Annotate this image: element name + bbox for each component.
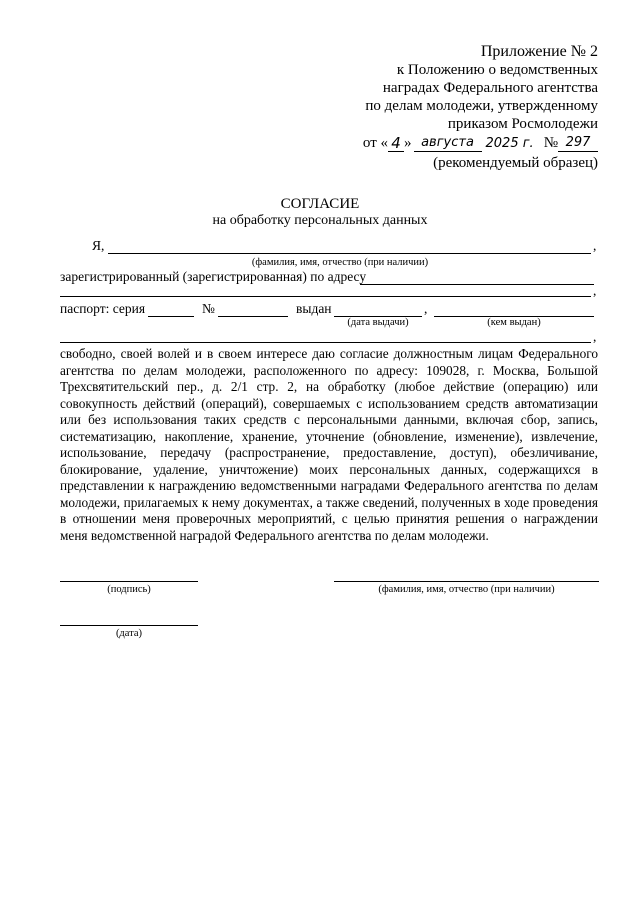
fio-caption: (фамилия, имя, отчество (при наличии) (251, 257, 429, 268)
i-label: Я, (92, 238, 105, 253)
number-prefix: № (543, 135, 558, 151)
address-comma: , (593, 283, 597, 298)
order-month: августа (414, 135, 482, 152)
issued-by-caption: (кем выдан) (487, 317, 541, 328)
header-line-2: наградах Федерального агентства (382, 80, 598, 96)
address-field-2[interactable] (60, 296, 591, 297)
appendix-header (298, 43, 598, 172)
passport-series-field[interactable] (148, 316, 194, 317)
header-line-4: приказом Росмолодежи (447, 116, 598, 132)
address-field-1[interactable] (360, 284, 594, 285)
passport-number-label: № (202, 301, 215, 316)
date-field[interactable] (60, 625, 198, 626)
order-date-line (298, 134, 598, 152)
passport-series-label: паспорт: серия (60, 301, 146, 316)
recommended-sample-note: (рекомендуемый образец) (433, 155, 598, 171)
order-day: 4 (388, 135, 404, 152)
signature-caption: (подпись) (107, 584, 151, 595)
date-caption: (дата) (115, 628, 143, 639)
fio-field[interactable] (108, 253, 591, 254)
document-title: СОГЛАСИЕ (280, 196, 360, 212)
appendix-number: Приложение № 2 (480, 43, 598, 60)
issued-by-comma: , (593, 329, 597, 344)
quote-close: » (404, 135, 412, 151)
order-number: 297 (558, 135, 598, 152)
signer-fio-caption: (фамилия, имя, отчество (при наличии) (378, 584, 555, 595)
order-year: 2025 г. (485, 136, 534, 151)
signer-fio-field[interactable] (334, 581, 599, 582)
issue-date-caption: (дата выдачи) (347, 317, 409, 328)
fio-comma: , (593, 238, 597, 253)
header-line-1: к Положению о ведомственных (396, 62, 598, 78)
issue-date-comma: , (424, 301, 428, 316)
passport-number-field[interactable] (218, 316, 288, 317)
from-prefix: от « (362, 135, 388, 151)
header-line-3: по делам молодежи, утвержденному (365, 98, 598, 114)
issued-by-field-2[interactable] (60, 342, 591, 343)
registered-label: зарегистрированный (зарегистрированная) по адресу (60, 269, 367, 284)
document-subtitle: на обработку персональных данных (212, 213, 428, 228)
issued-label: выдан (296, 301, 332, 316)
consent-text: свободно, своей волей и в своем интересе даю согласие должностным лицам Федерального агентства по делам молодежи, расположенного по адресу: 109028, г. Москва, Большой Трехсвятительский пер., д. 2/1 стр. 2, на обработку (любое действие (операцию) или совокупность действий (операций), совершаемых с использованием средств автоматизации или без использования таких средств с персональными данными, включая сбор, запись, систематизацию, накопление, хранение, уточнение (обновление, изменение), извлечение, использование, передачу (распространение, предоставление, доступ), обезличивание, блокирование, удаление, уничтожение) моих персональных данных, содержащихся в представлении к награждению ведомственными наградами Федерального агентства по делам молодежи, прилагаемых к нему документах, а также сведений, полученных в ходе проведения в отношении меня проверочных мероприятий, с целью принятия решения о награждении меня ведомственной наградой Федерального агентства по делам молодежи. (60, 346, 598, 543)
signature-field[interactable] (60, 581, 198, 582)
